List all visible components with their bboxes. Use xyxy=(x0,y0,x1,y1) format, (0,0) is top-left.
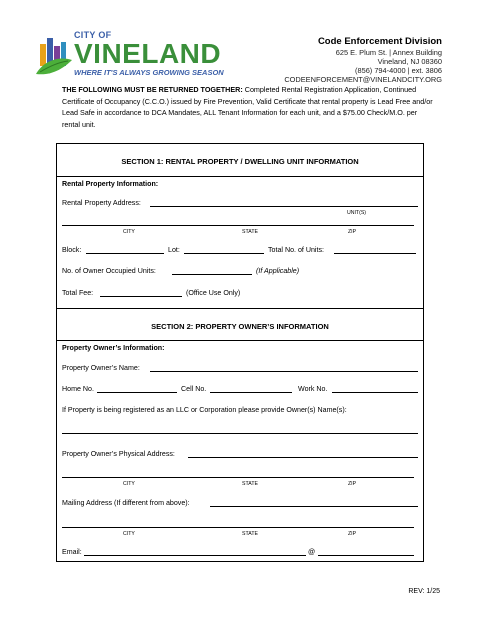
email-at-symbol: @ xyxy=(308,548,316,556)
owner-occupied-field[interactable] xyxy=(172,274,252,275)
mailing-city-state-zip-field[interactable] xyxy=(62,527,414,528)
block-label: Block: xyxy=(62,246,82,254)
home-number-label: Home No. xyxy=(62,385,94,393)
llc-owner-names-field[interactable] xyxy=(62,433,418,434)
intro-lead: THE FOLLOWING MUST BE RETURNED TOGETHER: xyxy=(62,85,243,94)
work-number-label: Work No. xyxy=(298,385,328,393)
logo-city-of: CITY OF xyxy=(74,30,112,40)
contact-block xyxy=(284,36,442,84)
lot-label: Lot: xyxy=(168,246,180,254)
section1-title: SECTION 1: RENTAL PROPERTY / DWELLING UNIT INFORMATION xyxy=(121,157,359,166)
contact-email: CODEENFORCEMENT@VINELANDCITY.ORG xyxy=(284,75,442,84)
logo-name: VINELAND xyxy=(74,38,222,69)
division-title: Code Enforcement Division xyxy=(317,36,442,47)
section-separator-top xyxy=(56,308,424,309)
owner-name-field[interactable] xyxy=(150,371,418,372)
physical-address-field[interactable] xyxy=(188,457,418,458)
physical-city-caption: CITY xyxy=(123,481,135,487)
logo-tagline: WHERE IT'S ALWAYS GROWING SEASON xyxy=(74,68,224,77)
rental-city-state-zip-field[interactable] xyxy=(62,225,414,226)
physical-state-caption: STATE xyxy=(242,481,258,487)
rental-city-caption: CITY xyxy=(123,229,135,235)
total-units-field[interactable] xyxy=(334,253,416,254)
section2-subhead: Property Owner’s Information: xyxy=(62,344,165,352)
contact-phone: (856) 794-4000 | ext. 3806 xyxy=(355,66,442,75)
total-units-label: Total No. of Units: xyxy=(268,246,324,254)
total-fee-label: Total Fee: xyxy=(62,289,94,297)
rental-address-field[interactable] xyxy=(150,206,418,207)
section2-divider xyxy=(56,340,424,341)
intro-paragraph xyxy=(62,84,434,130)
total-fee-field[interactable] xyxy=(100,296,182,297)
office-use-note: (Office Use Only) xyxy=(186,289,241,297)
mailing-state-caption: STATE xyxy=(242,531,258,537)
block-field[interactable] xyxy=(86,253,164,254)
revision-label: REV: 1/25 xyxy=(408,588,440,595)
email-user-field[interactable] xyxy=(84,555,306,556)
rental-address-label: Rental Property Address: xyxy=(62,199,141,207)
work-number-field[interactable] xyxy=(332,392,418,393)
units-caption: UNIT(S) xyxy=(347,210,367,216)
mailing-zip-caption: ZIP xyxy=(348,531,357,537)
if-applicable-note: (If Applicable) xyxy=(256,267,300,275)
email-label: Email: xyxy=(62,548,82,556)
cell-number-field[interactable] xyxy=(210,392,292,393)
owner-occupied-label: No. of Owner Occupied Units: xyxy=(62,267,156,275)
rental-zip-caption: ZIP xyxy=(348,229,357,235)
mailing-address-field[interactable] xyxy=(210,506,418,507)
physical-city-state-zip-field[interactable] xyxy=(62,477,414,478)
rental-state-caption: STATE xyxy=(242,229,258,235)
mailing-address-label: Mailing Address (If different from above): xyxy=(62,499,190,507)
owner-name-label: Property Owner’s Name: xyxy=(62,364,140,372)
section1-divider xyxy=(56,176,424,177)
section2-title: SECTION 2: PROPERTY OWNER’S INFORMATION xyxy=(151,322,329,331)
physical-address-label: Property Owner’s Physical Address: xyxy=(62,450,175,458)
city-skyline-leaf-icon xyxy=(34,34,74,80)
intro-body: Completed Rental Registration Application, Continued Certificate of Occupancy (C.C.O.) issued by Fire Prevention, Valid Certificate that rental property is Lead Free and/or Lead Safe in accordance to DCA Mandates, ALL Tenant Information for each unit, and a $75.00 Check/M.O. per rental unit. xyxy=(62,85,433,129)
city-logo xyxy=(34,30,224,86)
llc-note: If Property is being registered as an LLC or Corporation please provide Owner(s) Name(s): xyxy=(62,406,347,414)
lot-field[interactable] xyxy=(184,253,264,254)
home-number-field[interactable] xyxy=(97,392,177,393)
cell-number-label: Cell No. xyxy=(181,385,207,393)
email-domain-field[interactable] xyxy=(318,555,414,556)
mailing-city-caption: CITY xyxy=(123,531,135,537)
logo-wordmark xyxy=(74,30,224,77)
contact-address-2: Vineland, NJ 08360 xyxy=(377,57,442,66)
physical-zip-caption: ZIP xyxy=(348,481,357,487)
section1-subhead: Rental Property Information: xyxy=(62,180,159,188)
contact-address-1: 625 E. Plum St. | Annex Building xyxy=(335,48,442,57)
